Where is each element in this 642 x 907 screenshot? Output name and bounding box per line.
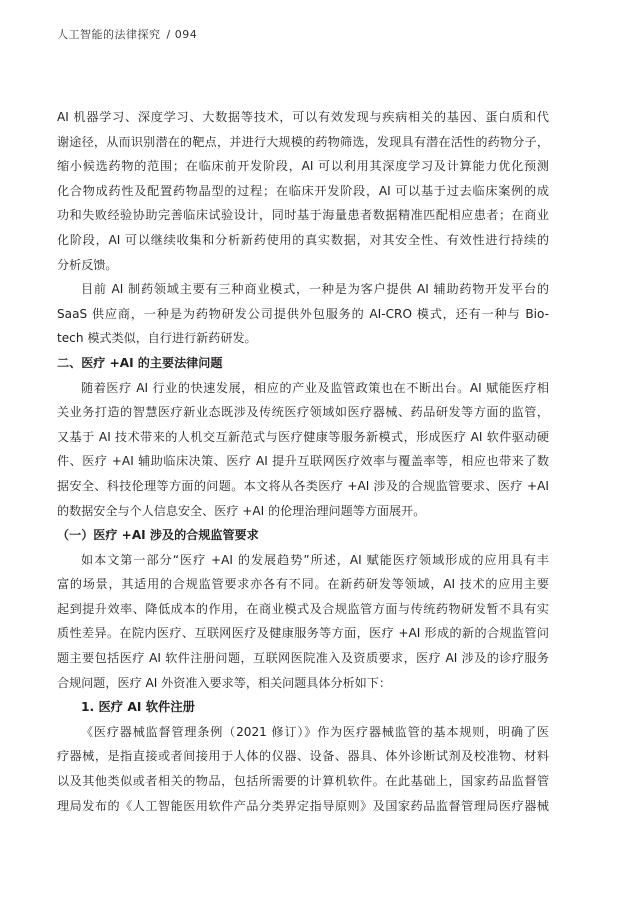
text-line: 据安全、科技伦理等方面的问题。本文将从各类医疗 +AI 涉及的合规监管要求、医疗 +AI (57, 478, 549, 493)
text-line: AI 机器学习、深度学习、大数据等技术，可以有效发现与疾病相关的基因、蛋白质和代 (57, 110, 549, 124)
text-line: 谢途径，从而识别潜在的靶点，并进行大规模的药物筛选，发现具有潜在活性的药物分子， (57, 134, 549, 149)
text-line: 关业务打造的智慧医疗新业态既涉及传统医疗领域如医疗器械、药品研发等方面的监管， (57, 405, 549, 420)
running-header (57, 26, 197, 42)
text-line: 起到提升效率、降低成本的作用，在商业模式及合规监管方面与传统药物研发暂不具有实 (57, 601, 549, 616)
text-line: 化阶段，AI 可以继续收集和分析新药使用的真实数据，对其安全性、有效性进行持续的 (57, 232, 549, 247)
text-line: SaaS 供应商，一种是为药物研发公司提供外包服务的 AI-CRO 模式，还有一种与 Bio- (57, 306, 549, 321)
subsection-heading: （一）医疗 +AI 涉及的合规监管要求 (57, 528, 259, 543)
book-title: 人工智能的法律探究 (57, 28, 161, 41)
text-line: 缩小候选药物的范围；在临床前开发阶段，AI 可以利用其深度学习及计算能力优化预测 (57, 159, 549, 174)
section-heading: 二、医疗 +AI 的主要法律问题 (57, 355, 223, 370)
text-line: 富的场景，其适用的合规监管要求亦各有不同。在新药研发等领域，AI 技术的应用主要 (57, 577, 549, 592)
numbered-heading: 1. 医疗 AI 软件注册 (81, 700, 195, 715)
text-line: 目前 AI 制药领域主要有三种商业模式，一种是为客户提供 AI 辅助药物开发平台的 (81, 282, 549, 297)
text-line: 质性差异。在院内医疗、互联网医疗及健康服务等方面，医疗 +AI 形成的新的合规监管问 (57, 626, 549, 641)
text-line: 随着医疗 AI 行业的快速发展，相应的产业及监管政策也在不断出台。AI 赋能医疗相 (81, 380, 549, 395)
text-line: 功和失败经验协助完善临床试验设计，同时基于海量患者数据精准匹配相应患者；在商业 (57, 208, 549, 223)
page-number: / 094 (166, 28, 198, 41)
text-line: 《医疗器械监督管理条例（2021 修订）》作为医疗器械监管的基本规则，明确了医 (81, 724, 549, 739)
text-line: 又基于 AI 技术带来的人机交互新范式与医疗健康等服务新模式，形成医疗 AI 软件驱动硬 (57, 429, 549, 444)
text-line: tech 模式类似，自行进行新药研发。 (57, 331, 257, 346)
text-line: 疗器械，是指直接或者间接用于人体的仪器、设备、器具、体外诊断试剂及校准物、材料 (57, 749, 549, 764)
text-line: 理局发布的《人工智能医用软件产品分类界定指导原则》及国家药品监督管理局医疗器械 (57, 798, 549, 813)
text-line: 的数据安全与个人信息安全、医疗 +AI 的伦理治理问题等方面展开。 (57, 503, 426, 518)
text-line: 件、医疗 +AI 辅助临床决策、医疗 AI 提升互联网医疗效率与覆盖率等，相应也带来了数 (57, 454, 549, 469)
text-line: 化合物成药性及配置药物晶型的过程；在临床开发阶段，AI 可以基于过去临床案例的成 (57, 183, 549, 198)
body-text (57, 105, 549, 818)
text-line: 如本文第一部分“医疗 +AI 的发展趋势”所述，AI 赋能医疗领域形成的应用具有丰 (81, 552, 549, 567)
text-line: 分析反馈。 (57, 257, 118, 272)
text-line: 题主要包括医疗 AI 软件注册问题，互联网医院准入及资质要求，医疗 AI 涉及的诊疗服务 (57, 651, 549, 666)
text-line: 以及其他类似或者相关的物品，包括所需要的计算机软件。在此基础上，国家药品监督管 (57, 774, 549, 789)
text-line: 合规问题，医疗 AI 外资准入要求等，相关问题具体分析如下： (57, 675, 391, 690)
